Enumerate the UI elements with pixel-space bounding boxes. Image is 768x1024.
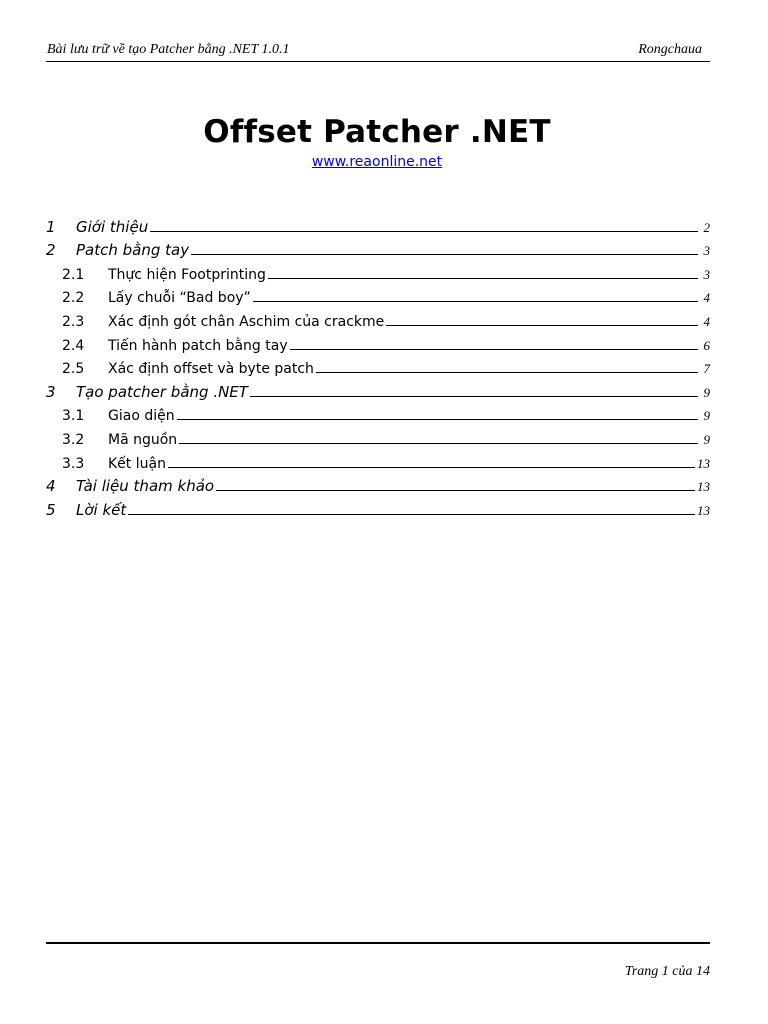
toc-entry-number: 2.4: [62, 337, 85, 354]
toc-entry-page-number: 4: [703, 290, 710, 306]
toc-entry-number: 4: [46, 477, 56, 496]
toc-leader-line: [191, 254, 698, 255]
toc-entry[interactable]: [46, 424, 710, 448]
toc-leader-line: [316, 372, 698, 373]
footer-page-number: Trang 1 của 14: [624, 964, 710, 979]
toc-entry-page-number: 13: [697, 479, 710, 495]
toc-leader-line: [250, 396, 698, 397]
toc-entry[interactable]: [46, 212, 710, 236]
toc-leader-line: [216, 490, 695, 491]
toc-entry-title: Giao diện: [108, 408, 175, 425]
toc-entry-title: Tạo patcher bằng .NET: [76, 382, 248, 401]
header-divider: [46, 61, 710, 62]
website-link[interactable]: www.reaonline.net: [311, 154, 443, 170]
toc-leader-line: [290, 349, 698, 350]
toc-entry-page-number: 13: [697, 455, 710, 471]
header-document-title: Bài lưu trữ về tạo Patcher bằng .NET 1.0.1: [47, 42, 290, 57]
toc-leader-line: [179, 443, 698, 444]
toc-leader-line: [253, 301, 698, 302]
footer-divider: [46, 942, 710, 944]
toc-entry-number: 3.3: [62, 455, 85, 472]
toc-entry-page-number: 3: [703, 243, 710, 259]
toc-entry[interactable]: [46, 472, 710, 496]
toc-entry-page-number: 2: [703, 219, 710, 235]
toc-entry-page-number: 7: [703, 361, 710, 377]
toc-entry-number: 2.3: [62, 313, 85, 330]
toc-entry-title: Lấy chuỗi “Bad boy”: [108, 290, 251, 307]
toc-leader-line: [150, 231, 698, 232]
toc-entry[interactable]: [46, 354, 710, 378]
toc-entry-page-number: 6: [703, 337, 710, 353]
toc-entry-page-number: 9: [703, 431, 710, 447]
toc-leader-line: [268, 278, 698, 279]
toc-entry-title: Kết luận: [108, 455, 166, 472]
toc-entry[interactable]: [46, 283, 710, 307]
toc-entry[interactable]: [46, 401, 710, 425]
toc-entry-number: 2.2: [62, 290, 85, 307]
document-title: Offset Patcher .NET: [203, 114, 551, 150]
toc-entry[interactable]: [46, 330, 710, 354]
toc-leader-line: [386, 325, 698, 326]
toc-entry-number: 3.1: [62, 408, 85, 425]
toc-entry-title: Patch bằng tay: [76, 241, 190, 260]
toc-entry-title: Mã nguồn: [108, 431, 178, 448]
toc-entry-title: Lời kết: [76, 500, 127, 519]
toc-entry-number: 3.2: [62, 431, 85, 448]
toc-entry-page-number: 13: [697, 502, 710, 518]
toc-entry-number: 2: [46, 241, 56, 260]
toc-entry-page-number: 9: [703, 408, 710, 424]
toc-entry-number: 2.1: [62, 266, 85, 283]
toc-leader-line: [128, 514, 695, 515]
toc-entry-number: 5: [46, 500, 56, 519]
toc-leader-line: [168, 467, 695, 468]
toc-entry-title: Xác định offset và byte patch: [108, 361, 314, 378]
toc-entry-title: Thực hiện Footprinting: [108, 266, 266, 283]
toc-entry[interactable]: [46, 495, 710, 519]
website-link-container: [0, 154, 754, 170]
toc-entry[interactable]: [46, 448, 710, 472]
toc-entry-page-number: 4: [703, 313, 710, 329]
toc-entry-title: Tiến hành patch bằng tay: [108, 337, 288, 354]
toc-entry[interactable]: [46, 259, 710, 283]
table-of-contents: [46, 212, 710, 519]
toc-entry-title: Xác định gót chân Aschim của crackme: [108, 313, 385, 330]
toc-leader-line: [177, 419, 698, 420]
toc-entry[interactable]: [46, 377, 710, 401]
toc-entry[interactable]: [46, 306, 710, 330]
header-author: Rongchaua: [638, 42, 702, 57]
toc-entry-page-number: 3: [703, 266, 710, 282]
toc-entry-number: 2.5: [62, 361, 85, 378]
toc-entry-title: Tài liệu tham khảo: [76, 477, 215, 496]
toc-entry[interactable]: [46, 236, 710, 260]
toc-entry-number: 3: [46, 382, 56, 401]
toc-entry-page-number: 9: [703, 384, 710, 400]
toc-entry-number: 1: [46, 217, 56, 236]
toc-entry-title: Giới thiệu: [76, 217, 149, 236]
